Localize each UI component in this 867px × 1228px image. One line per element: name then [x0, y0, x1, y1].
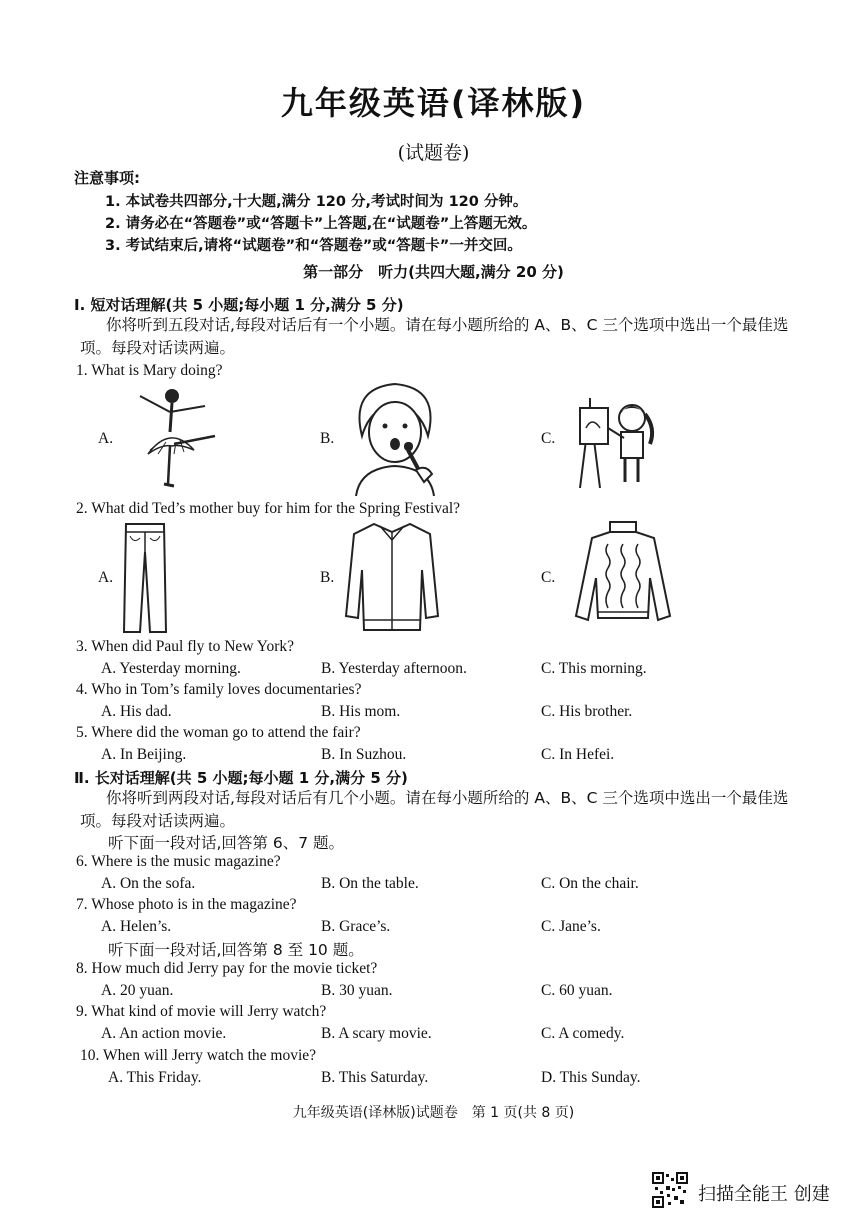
- note-item: 3. 考试结束后,请将“试题卷”和“答题卷”或“答题卡”一并交回。: [105, 238, 522, 254]
- option-c-label: C.: [541, 569, 556, 586]
- ballerina-image: [120, 384, 230, 494]
- question-10: 10. When will Jerry watch the movie?: [80, 1047, 317, 1064]
- qr-code-icon: [652, 1172, 688, 1208]
- page-subtitle: (试题卷): [397, 142, 470, 164]
- option-b: B. In Suzhou.: [321, 746, 407, 763]
- page-footer: 九年级英语(译林版)试题卷 第 1 页(共 8 页): [292, 1105, 575, 1121]
- option-c: C. 60 yuan.: [541, 982, 613, 999]
- option-c: C. In Hefei.: [541, 746, 615, 763]
- option-b: B. 30 yuan.: [321, 982, 393, 999]
- note-item: 2. 请务必在“答题卷”或“答题卡”上答题,在“试题卷”上答题无效。: [105, 216, 537, 232]
- part-title: 第一部分 听力(共四大题,满分 20 分): [303, 263, 564, 281]
- option-b: B. Yesterday afternoon.: [321, 660, 467, 677]
- question-4: 4. Who in Tom’s family loves documentaries?: [76, 681, 362, 698]
- question-3: 3. When did Paul fly to New York?: [76, 638, 294, 655]
- option-c: C. His brother.: [541, 703, 633, 720]
- option-a-label: A.: [98, 430, 114, 447]
- option-a: A. Yesterday morning.: [101, 660, 241, 677]
- option-b: B. His mom.: [321, 703, 401, 720]
- option-b-label: B.: [320, 569, 335, 586]
- sub-instruction: 听下面一段对话,回答第 8 至 10 题。: [108, 941, 364, 959]
- girl-singing-image: [340, 378, 450, 496]
- note-item: 1. 本试卷共四部分,十大题,满分 120 分,考试时间为 120 分钟。: [105, 194, 528, 210]
- notes-title: 注意事项:: [74, 169, 140, 187]
- question-8: 8. How much did Jerry pay for the movie ticket?: [76, 960, 378, 977]
- option-a: A. On the sofa.: [101, 875, 196, 892]
- option-b: B. This Saturday.: [321, 1069, 429, 1086]
- option-c: C. A comedy.: [541, 1025, 625, 1042]
- question-5: 5. Where did the woman go to attend the fair?: [76, 724, 361, 741]
- option-b: B. On the table.: [321, 875, 419, 892]
- option-b: B. A scary movie.: [321, 1025, 432, 1042]
- option-a: A. His dad.: [101, 703, 172, 720]
- option-c: C. This morning.: [541, 660, 647, 677]
- option-b: B. Grace’s.: [321, 918, 391, 935]
- option-c: C. Jane’s.: [541, 918, 601, 935]
- option-a: A. This Friday.: [108, 1069, 202, 1086]
- page-title: 九年级英语(译林版): [280, 84, 587, 122]
- option-a: A. In Beijing.: [101, 746, 187, 763]
- question-9: 9. What kind of movie will Jerry watch?: [76, 1003, 327, 1020]
- section-instruction: 你将听到五段对话,每段对话后有一个小题。请在每小题所给的 A、B、C 三个选项中选出一个最佳选项。每段对话读两遍。: [80, 316, 789, 357]
- jacket-image: [344, 520, 440, 634]
- option-a: A. An action movie.: [101, 1025, 227, 1042]
- sub-instruction: 听下面一段对话,回答第 6、7 题。: [108, 834, 345, 852]
- question-7: 7. Whose photo is in the magazine?: [76, 896, 297, 913]
- option-d: D. This Sunday.: [541, 1069, 641, 1086]
- sweater-image: [570, 520, 676, 632]
- section-title: Ⅱ. 长对话理解(共 5 小题;每小题 1 分,满分 5 分): [74, 769, 408, 787]
- option-c: C. On the chair.: [541, 875, 639, 892]
- question-1: 1. What is Mary doing?: [76, 362, 223, 379]
- question-2: 2. What did Ted’s mother buy for him for the Spring Festival?: [76, 500, 461, 517]
- option-b-label: B.: [320, 430, 335, 447]
- question-6: 6. Where is the music magazine?: [76, 853, 281, 870]
- section-title: Ⅰ. 短对话理解(共 5 小题;每小题 1 分,满分 5 分): [74, 296, 404, 314]
- girl-painting-image: [572, 388, 662, 488]
- option-a: A. Helen’s.: [101, 918, 172, 935]
- option-a: A. 20 yuan.: [101, 982, 174, 999]
- trousers-image: [122, 522, 168, 634]
- section-instruction: 你将听到两段对话,每段对话后有几个小题。请在每小题所给的 A、B、C 三个选项中选出一个最佳选项。每段对话读两遍。: [80, 789, 789, 830]
- scanner-watermark: 扫描全能王 创建: [698, 1184, 830, 1205]
- option-a-label: A.: [98, 569, 114, 586]
- option-c-label: C.: [541, 430, 556, 447]
